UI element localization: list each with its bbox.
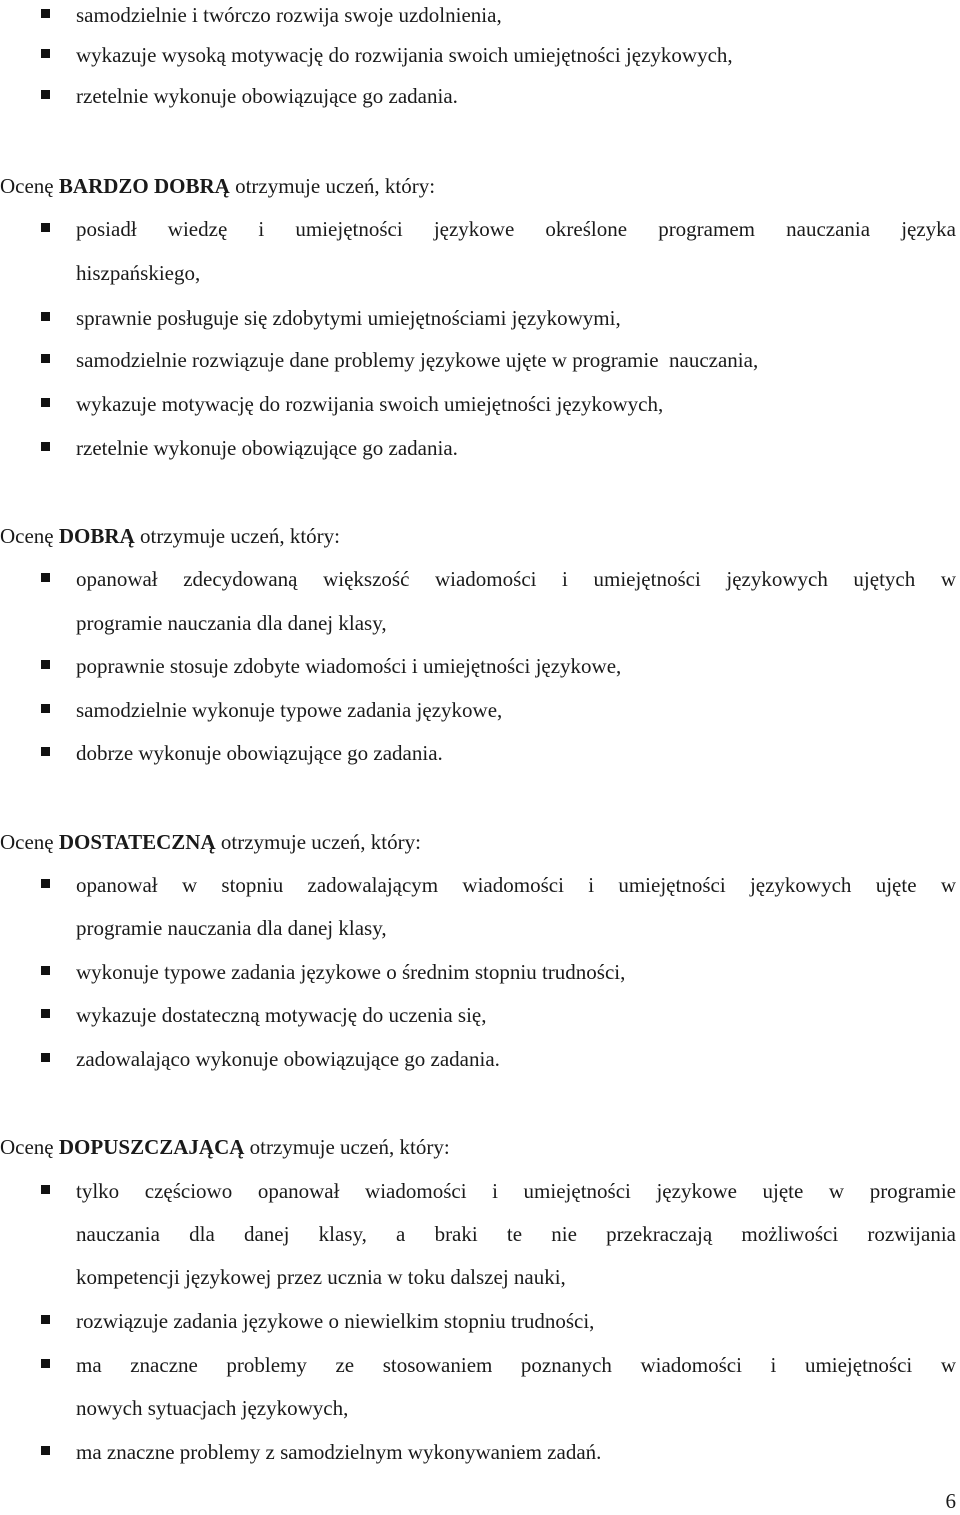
square-bullet-icon [41, 9, 50, 18]
list-item-text: zadowalająco wykonuje obowiązujące go zadania. [76, 1047, 500, 1071]
list-item [0, 345, 960, 375]
list-item-text: wykazuje wysoką motywację do rozwijania swoich umiejętności językowych, [76, 43, 733, 67]
list-item-text: rzetelnie wykonuje obowiązujące go zadania. [76, 84, 458, 108]
list-item-text: ma znaczne problemy ze stosowaniem poznanych wiadomości i umiejętności w [76, 1353, 956, 1377]
list-item [0, 957, 960, 987]
list-item-continuation [76, 1262, 566, 1292]
list-item-text: kompetencji językowej przez ucznia w toku dalszej nauki, [76, 1265, 566, 1289]
square-bullet-icon [41, 660, 50, 669]
square-bullet-icon [41, 879, 50, 888]
list-item-text: programie nauczania dla danej klasy, [76, 916, 387, 940]
list-item-continuation [76, 258, 200, 288]
list-item [0, 1044, 960, 1074]
square-bullet-icon [41, 1359, 50, 1368]
square-bullet-icon [41, 1053, 50, 1062]
heading-prefix: Ocenę [0, 830, 54, 854]
list-item [0, 433, 960, 463]
list-item-text: poprawnie stosuje zdobyte wiadomości i umiejętności językowe, [76, 654, 622, 678]
list-item-text: samodzielnie rozwiązuje dane problemy językowe ujęte w programie nauczania, [76, 348, 759, 372]
list-item-text: wykazuje dostateczną motywację do uczenia się, [76, 1003, 487, 1027]
square-bullet-icon [41, 312, 50, 321]
list-item-text: samodzielnie wykonuje typowe zadania językowe, [76, 698, 503, 722]
section-heading [0, 171, 435, 201]
list-item [0, 1306, 960, 1336]
square-bullet-icon [41, 1009, 50, 1018]
square-bullet-icon [41, 704, 50, 713]
list-item-text: rozwiązuje zadania językowe o niewielkim stopniu trudności, [76, 1309, 595, 1333]
square-bullet-icon [41, 223, 50, 232]
list-item [0, 651, 960, 681]
list-item [0, 389, 960, 419]
list-item-text: dobrze wykonuje obowiązujące go zadania. [76, 741, 443, 765]
list-item-text: tylko częściowo opanował wiadomości i umiejętności językowe ujęte w programie [76, 1179, 956, 1203]
list-item-continuation [76, 913, 387, 943]
section-heading [0, 521, 340, 551]
square-bullet-icon [41, 354, 50, 363]
grade-name: DOSTATECZNĄ [58, 830, 216, 854]
list-item-text: nowych sytuacjach językowych, [76, 1396, 349, 1420]
heading-prefix: Ocenę [0, 1135, 54, 1159]
list-item-text: wykazuje motywację do rozwijania swoich umiejętności językowych, [76, 392, 664, 416]
square-bullet-icon [41, 1446, 50, 1455]
list-item [0, 1350, 960, 1380]
heading-prefix: Ocenę [0, 174, 54, 198]
list-item-text: posiadł wiedzę i umiejętności językowe określone programem nauczania języka [76, 217, 956, 241]
list-item [0, 303, 960, 333]
list-item-text: opanował zdecydowaną większość wiadomości i umiejętności językowych ujętych w [76, 567, 956, 591]
section-heading [0, 1132, 450, 1162]
list-item [0, 1000, 960, 1030]
list-item-continuation [76, 608, 387, 638]
list-item [0, 1437, 960, 1467]
heading-prefix: Ocenę [0, 524, 54, 548]
heading-suffix: otrzymuje uczeń, który: [220, 830, 421, 854]
list-item-continuation [76, 1219, 956, 1249]
list-item [0, 564, 960, 594]
square-bullet-icon [41, 747, 50, 756]
list-item [0, 0, 960, 30]
grade-name: DOPUSZCZAJĄCĄ [58, 1135, 245, 1159]
heading-suffix: otrzymuje uczeń, który: [139, 524, 340, 548]
list-item [0, 81, 960, 111]
list-item-text: hiszpańskiego, [76, 261, 201, 285]
list-item [0, 738, 960, 768]
list-item-text: ma znaczne problemy z samodzielnym wykonywaniem zadań. [76, 1440, 602, 1464]
list-item-text: sprawnie posługuje się zdobytymi umiejętnościami językowymi, [76, 306, 621, 330]
list-item-text: wykonuje typowe zadania językowe o średnim stopniu trudności, [76, 960, 626, 984]
square-bullet-icon [41, 398, 50, 407]
list-item [0, 214, 960, 244]
square-bullet-icon [41, 966, 50, 975]
grade-name: DOBRĄ [58, 524, 135, 548]
list-item [0, 1176, 960, 1206]
square-bullet-icon [41, 1315, 50, 1324]
list-item [0, 40, 960, 70]
list-item [0, 870, 960, 900]
list-item-text: nauczania dla danej klasy, a braki te nie przekraczają możliwości rozwijania [76, 1222, 956, 1246]
heading-suffix: otrzymuje uczeń, który: [235, 174, 436, 198]
square-bullet-icon [41, 90, 50, 99]
square-bullet-icon [41, 442, 50, 451]
square-bullet-icon [41, 49, 50, 58]
list-item-text: opanował w stopniu zadowalającym wiadomości i umiejętności językowych ujęte w [76, 873, 956, 897]
section-heading [0, 827, 421, 857]
list-item-text: rzetelnie wykonuje obowiązujące go zadania. [76, 436, 458, 460]
square-bullet-icon [41, 573, 50, 582]
page-number: 6 [945, 1489, 956, 1513]
grade-name: BARDZO DOBRĄ [58, 174, 230, 198]
list-item-continuation [76, 1393, 348, 1423]
list-item-text: samodzielnie i twórczo rozwija swoje uzdolnienia, [76, 3, 502, 27]
square-bullet-icon [41, 1185, 50, 1194]
heading-suffix: otrzymuje uczeń, który: [249, 1135, 450, 1159]
list-item-text: programie nauczania dla danej klasy, [76, 611, 387, 635]
list-item [0, 695, 960, 725]
